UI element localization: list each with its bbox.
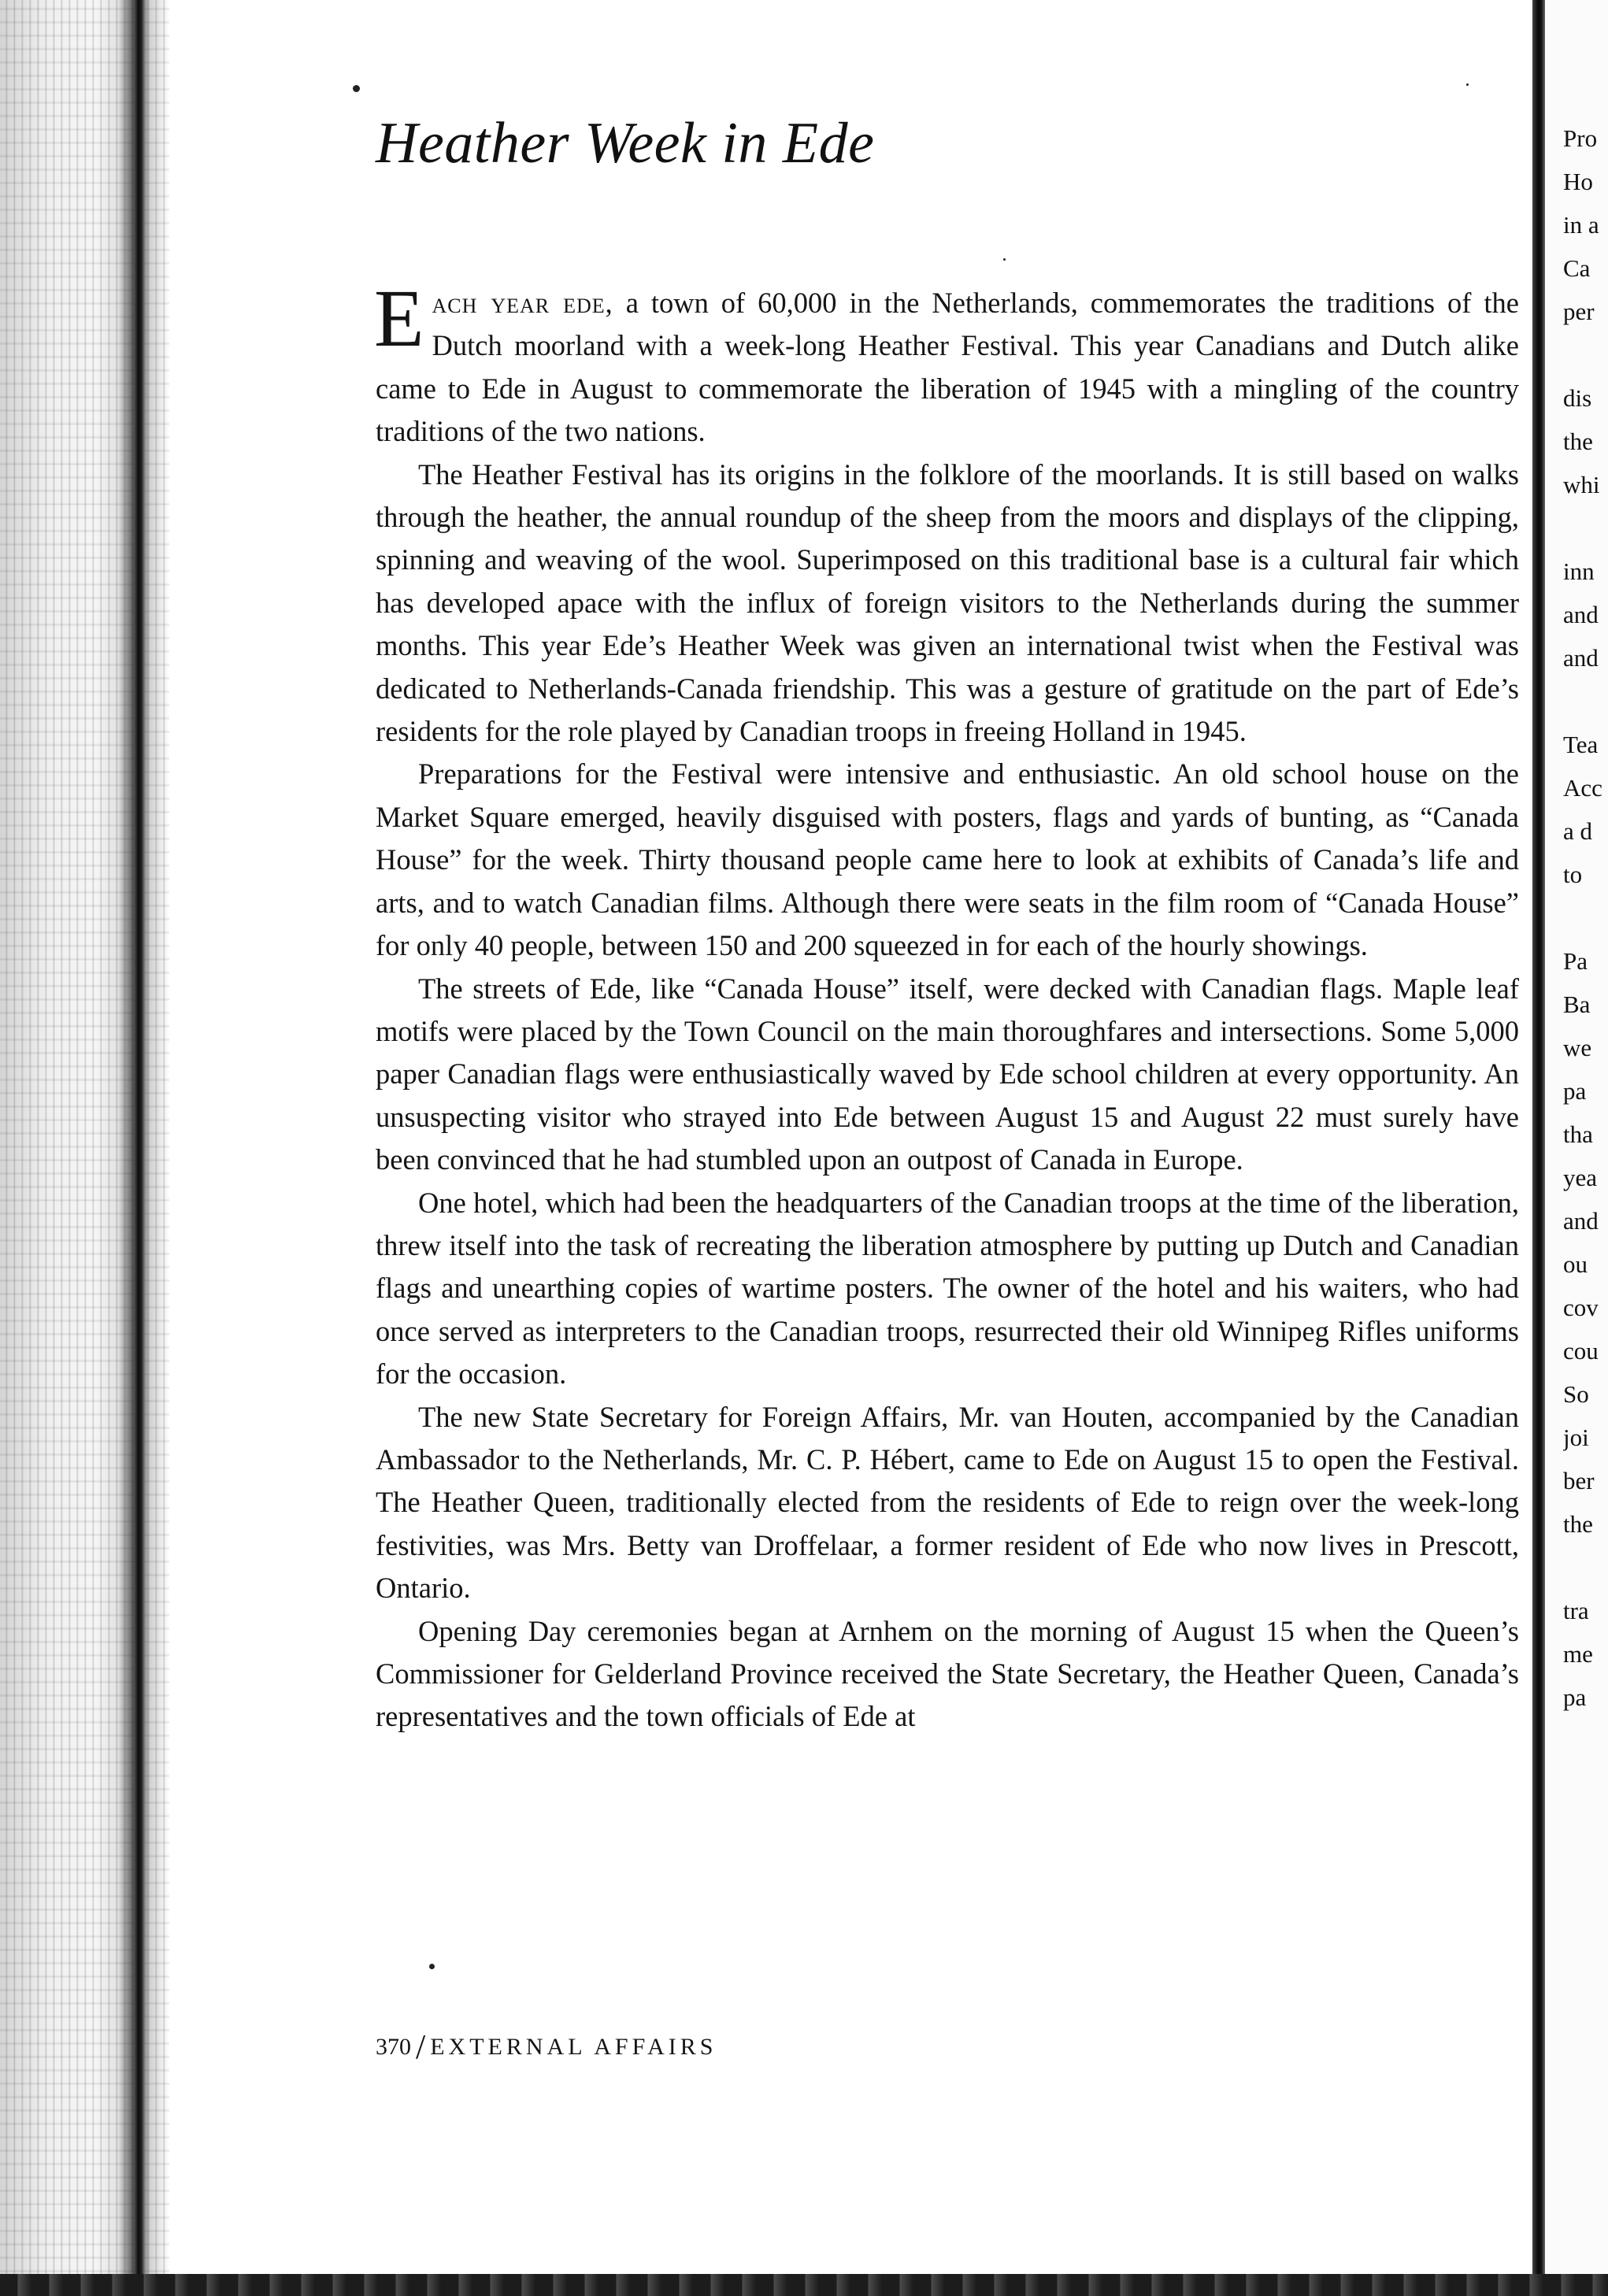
facing-page-line: pa (1563, 1077, 1587, 1105)
running-title: EXTERNAL AFFAIRS (430, 2034, 717, 2060)
facing-page-line: dis (1563, 384, 1592, 412)
facing-page-line: and (1563, 1207, 1599, 1235)
facing-page-line: to (1563, 861, 1583, 888)
facing-page-line: ou (1563, 1250, 1588, 1278)
facing-page-line: Acc (1563, 774, 1602, 802)
facing-page-line (1563, 506, 1608, 550)
facing-page-line: we (1563, 1034, 1592, 1061)
facing-page-line: Pa (1563, 947, 1588, 975)
facing-page-edge (1532, 0, 1545, 2296)
facing-page-text (1563, 117, 1608, 1719)
facing-page-line: me (1563, 1640, 1593, 1668)
facing-page-line: Tea (1563, 731, 1599, 758)
facing-page-line: and (1563, 601, 1599, 628)
paragraph-2: The Heather Festival has its origins in the folklore of the moorlands. It is still based on walks through the heather, the annual roundup of the sheep from the moors and displays of the clipping, spinning and weaving of the wool. Superimposed on this traditional base is a cultural fair which has developed apace with the influx of foreign visitors to the Netherlands during the summer months. This year Ede’s Heather Week was given an international twist when the Festival was dedicated to Netherlands-Canada friendship. This was a gesture of gratitude on the part of Ede’s residents for the role played by Canadian troops in freeing Holland in 1945. (376, 457, 1519, 748)
facing-page-line: yea (1563, 1164, 1598, 1191)
facing-page-line: inn (1563, 557, 1595, 585)
article-title: Heather Week in Ede (376, 111, 875, 176)
facing-page-line: Ca (1563, 254, 1591, 282)
paragraph-5: One hotel, which had been the headquarters of the Canadian troops at the time of the liberation, threw itself into the task of recreating the liberation atmosphere by putting up Dutch and Canadian flags and unearthing copies of wartime posters. The owner of the hotel and his waiters, who had once served as interpreters to the Canadian troops, resurrected their old Winnipeg Rifles uniforms for the occasion. (376, 1186, 1519, 1391)
facing-page-line: in a (1563, 211, 1599, 239)
paragraph-7: Opening Day ceremonies began at Arnhem on the morning of August 15 when the Queen’s Commissioner for Gelderland Province received the State Secretary, the Heather Queen, Canada’s representatives and the town officials of Ede at (376, 1614, 1519, 1733)
facing-page-line: joi (1563, 1424, 1589, 1451)
lead-in: ach year ede, (432, 287, 613, 319)
paragraph-6: The new State Secretary for Foreign Affairs, Mr. van Houten, accompanied by the Canadian Ambassador to the Netherlands, Mr. C. P. Hébert, came to Ede on August 15 to open the Festival. The Heather Queen, traditionally elected from the residents of Ede to reign over the week-long festivities, was Mrs. Betty van Droffelaar, a former resident of Ede who now lives in Prescott, Ontario. (376, 1400, 1519, 1605)
facing-page-line: So (1563, 1380, 1589, 1408)
page-footer (376, 2028, 717, 2066)
facing-page-line: the (1563, 1510, 1593, 1538)
binding-edge (134, 0, 145, 2296)
facing-page-line: ber (1563, 1467, 1595, 1494)
paragraph-3: Preparations for the Festival were intensive and enthusiastic. An old school house on the Market Square emerged, heavily disguised with posters, flags and yards of bunting, as “Canada House” for the week. Thirty thousand people came here to look at exhibits of Canada’s life and arts, and to watch Canadian films. Although there were seats in the film room of “Canada House” for only 40 people, between 150 and 200 squeezed in for each of the hourly showings. (376, 757, 1519, 962)
facing-page-line: tra (1563, 1597, 1589, 1624)
facing-page-line (1563, 680, 1608, 723)
facing-page-line: per (1563, 298, 1595, 325)
facing-page-line (1563, 333, 1608, 376)
facing-page-line: whi (1563, 471, 1600, 498)
facing-page-line: cou (1563, 1337, 1599, 1365)
paragraph-1 (374, 273, 1519, 454)
page-number: 370 (376, 2034, 411, 2060)
facing-page-line: tha (1563, 1120, 1593, 1148)
facing-page-line: pa (1563, 1683, 1587, 1711)
folio-separator: / (416, 2028, 426, 2066)
paragraph-4: The streets of Ede, like “Canada House” itself, were decked with Canadian flags. Maple leaf motifs were placed by the Town Council on the main thoroughfares and intersections. Some 5,000 paper Canadian flags were enthusiastically waved by Ede school children at every opportunity. An unsuspecting visitor who strayed into Ede between August 15 and August 22 must surely have been convinced that he had stumbled upon an outpost of Canada in Europe. (376, 972, 1519, 1176)
paragraph-1-text: a town of 60,000 in the Netherlands, commemorates the traditions of the Dutch moorland with a week-long Heather Festival. This year Canadians and Dutch alike came to Ede in August to commemorate the liberation of 1945 with a mingling of the country traditions of the two nations. (376, 287, 1519, 448)
facing-page-line: Ba (1563, 991, 1591, 1018)
scan-bottom-edge (0, 2274, 1608, 2296)
facing-page-line: a d (1563, 817, 1593, 845)
facing-page-line: and (1563, 644, 1599, 672)
facing-page-line (1563, 1546, 1608, 1589)
drop-cap: E (374, 273, 424, 364)
facing-page-line: cov (1563, 1294, 1599, 1321)
article-body (374, 273, 1519, 1739)
facing-page-line: Pro (1563, 124, 1598, 152)
facing-page-line (1563, 896, 1608, 939)
facing-page-line: the (1563, 428, 1593, 455)
facing-page-line: Ho (1563, 168, 1593, 195)
